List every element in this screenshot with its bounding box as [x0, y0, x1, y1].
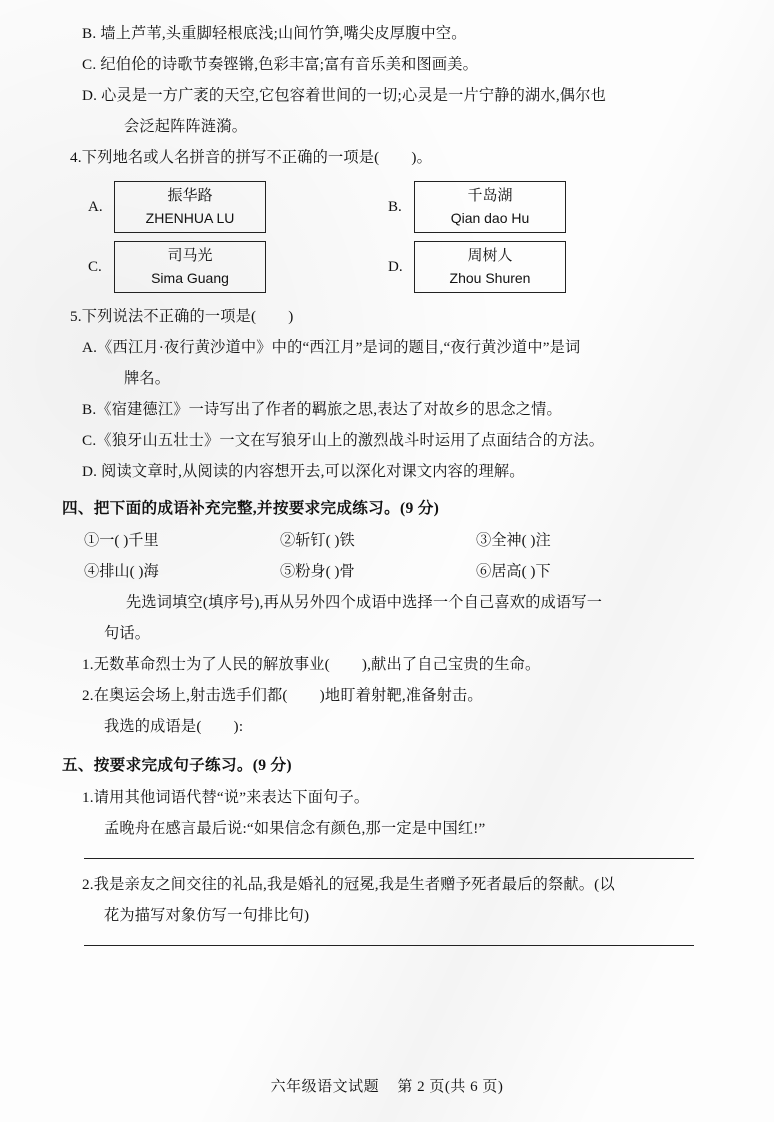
section-4-sub3[interactable]: 我选的成语是( ): [104, 718, 244, 735]
q4-option-d-letter: D. [388, 258, 403, 275]
section-5-sub2-line2: 花为描写对象仿写一句排比句) [104, 907, 310, 924]
q4-option-d[interactable] [380, 241, 680, 293]
q4-option-c[interactable] [80, 241, 380, 293]
answer-blank-1[interactable] [84, 858, 694, 859]
q4-options-row-2 [62, 241, 717, 293]
q5-option-a-line2: 牌名。 [124, 370, 171, 387]
q4-option-a-cn: 振华路 [167, 188, 213, 204]
q4-option-b-box [414, 181, 566, 233]
q5-stem: 5.下列说法不正确的一项是( ) [70, 308, 294, 325]
q4-option-a-letter: A. [88, 198, 103, 215]
q4-options-row-1 [62, 181, 717, 233]
q4-option-a[interactable] [80, 181, 380, 233]
section-4-idioms-row-1 [62, 525, 717, 556]
section-5-sub2-line1: 2.我是亲友之间交往的礼品,我是婚礼的冠冕,我是生者赠予死者最后的祭献。(以 [82, 876, 615, 893]
idiom-2[interactable]: ②斩钉( )铁 [280, 532, 355, 549]
idiom-6[interactable]: ⑥居高( )下 [476, 563, 551, 580]
q4-option-a-py: ZHENHUA LU [145, 210, 235, 226]
footer-title: 六年级语文试题 [270, 1079, 380, 1095]
section-5-quote: 孟晚舟在感言最后说:“如果信念有颜色,那一定是中国红!” [104, 820, 486, 837]
q4-option-a-box [114, 181, 266, 233]
idiom-3[interactable]: ③全神( )注 [476, 532, 551, 549]
q5-option-d: D. 阅读文章时,从阅读的内容想开去,可以深化对课文内容的理解。 [82, 463, 525, 480]
q4-option-c-letter: C. [88, 258, 102, 275]
q4-option-c-cn: 司马光 [167, 248, 213, 264]
q5-option-c: C.《狼牙山五壮士》一文在写狼牙山上的激烈战斗时运用了点面结合的方法。 [82, 432, 605, 449]
section-4-instruction-line1: 先选词填空(填序号),再从另外四个成语中选择一个自己喜欢的成语写一 [126, 594, 603, 611]
q3-option-c: C. 纪伯伦的诗歌节奏铿锵,色彩丰富;富有音乐美和图画美。 [82, 56, 479, 73]
section-4-sub2[interactable]: 2.在奥运会场上,射击选手们都( )地盯着射靶,准备射击。 [82, 687, 483, 704]
q5-option-a-line1: A.《西江月·夜行黄沙道中》中的“西江月”是词的题目,“夜行黄沙道中”是词 [82, 339, 581, 356]
q3-option-b: B. 墙上芦苇,头重脚轻根底浅;山间竹笋,嘴尖皮厚腹中空。 [82, 25, 467, 42]
section-5-sub1: 1.请用其他词语代替“说”来表达下面句子。 [82, 789, 370, 806]
answer-blank-2[interactable] [84, 945, 694, 946]
section-4-idioms-row-2 [62, 556, 717, 587]
page-content [62, 18, 717, 952]
section-4-instruction-line2: 句话。 [104, 625, 151, 642]
idiom-5[interactable]: ⑤粉身( )骨 [280, 563, 355, 580]
q4-option-d-box [414, 241, 566, 293]
footer-page-number: 第 2 页(共 6 页) [397, 1079, 504, 1095]
q4-option-d-py: Zhou Shuren [449, 270, 531, 286]
q4-option-b[interactable] [380, 181, 680, 233]
idiom-1[interactable]: ①一( )千里 [84, 532, 159, 549]
section-4-sub1[interactable]: 1.无数革命烈士为了人民的解放事业( ),献出了自己宝贵的生命。 [82, 656, 541, 673]
q4-option-c-py: Sima Guang [151, 270, 229, 286]
q3-option-d-line2: 会泛起阵阵涟漪。 [124, 118, 248, 135]
q4-option-b-cn: 千岛湖 [467, 188, 513, 204]
section-4-heading: 四、把下面的成语补充完整,并按要求完成练习。(9 分) [62, 500, 440, 517]
q4-option-d-cn: 周树人 [467, 248, 513, 264]
q4-option-b-letter: B. [388, 198, 402, 215]
q4-option-b-py: Qian dao Hu [450, 210, 530, 226]
q4-option-c-box [114, 241, 266, 293]
page-footer [0, 1075, 774, 1096]
q4-stem: 4.下列地名或人名拼音的拼写不正确的一项是( )。 [70, 149, 433, 166]
section-5-heading: 五、按要求完成句子练习。(9 分) [62, 757, 292, 774]
q3-option-d-line1: D. 心灵是一方广袤的天空,它包容着世间的一切;心灵是一片宁静的湖水,偶尔也 [82, 87, 606, 104]
idiom-4[interactable]: ④排山( )海 [84, 563, 159, 580]
q5-option-b: B.《宿建德江》一诗写出了作者的羁旅之思,表达了对故乡的思念之情。 [82, 401, 562, 418]
